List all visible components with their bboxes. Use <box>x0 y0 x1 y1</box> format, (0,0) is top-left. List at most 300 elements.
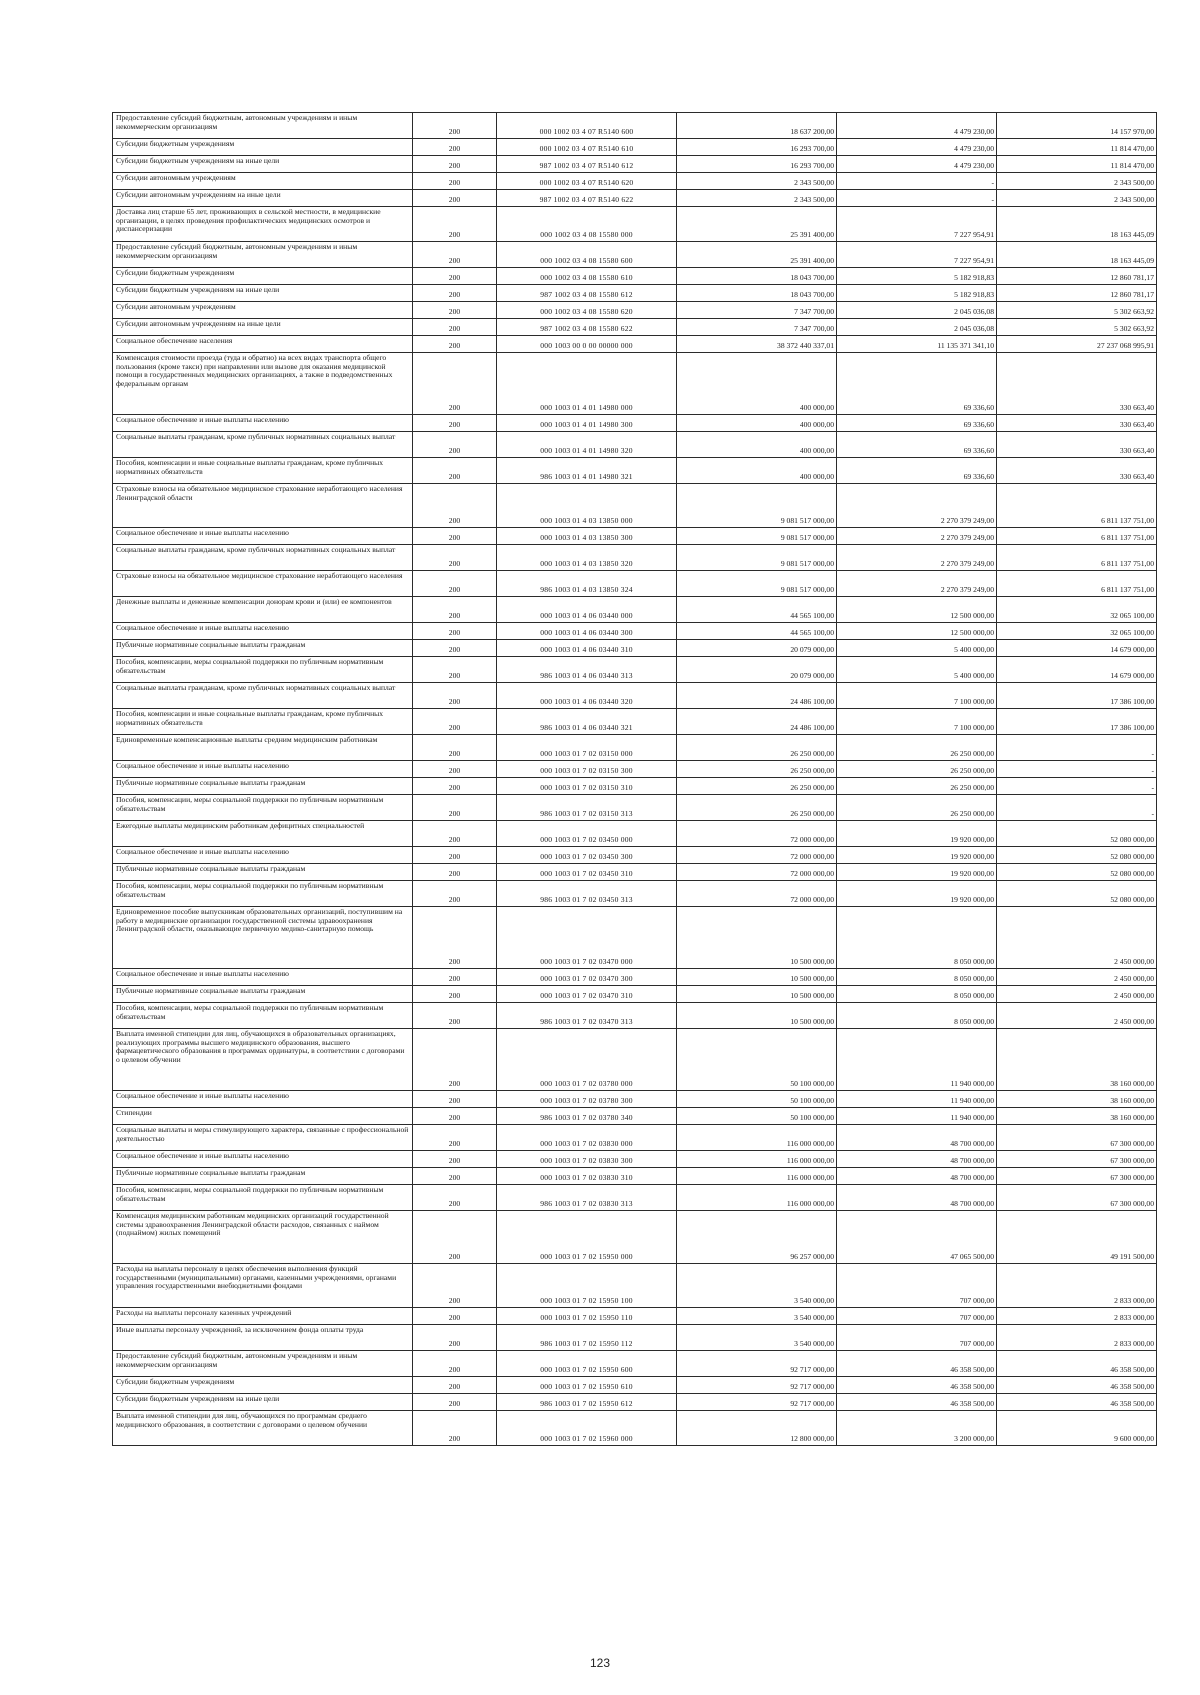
row-line-code: 200 <box>413 1411 497 1446</box>
row-unexecuted-amount: 2 450 000,00 <box>997 1003 1157 1029</box>
table-row <box>113 1394 1157 1411</box>
row-executed-amount: 4 479 230,00 <box>837 113 997 139</box>
row-approved-amount: 3 540 000,00 <box>677 1264 837 1308</box>
row-approved-amount: 10 500 000,00 <box>677 907 837 969</box>
row-unexecuted-amount: 2 450 000,00 <box>997 907 1157 969</box>
row-budget-code: 000 1003 01 7 02 03780 000 <box>497 1029 677 1091</box>
row-name: Субсидии бюджетным учреждениям на иные цели <box>113 285 413 302</box>
row-approved-amount: 10 500 000,00 <box>677 986 837 1003</box>
table-row <box>113 1411 1157 1446</box>
row-line-code: 200 <box>413 415 497 432</box>
row-approved-amount: 116 000 000,00 <box>677 1185 837 1211</box>
row-name: Денежные выплаты и денежные компенсации донорам крови и (или) ее компонентов <box>113 597 413 623</box>
row-line-code: 200 <box>413 1308 497 1325</box>
row-name: Пособия, компенсации и иные социальные выплаты гражданам, кроме публичных нормативных обязательств <box>113 458 413 484</box>
row-name: Социальное обеспечение и иные выплаты населению <box>113 1151 413 1168</box>
table-row <box>113 1125 1157 1151</box>
row-unexecuted-amount: 67 300 000,00 <box>997 1185 1157 1211</box>
row-approved-amount: 3 540 000,00 <box>677 1308 837 1325</box>
row-line-code: 200 <box>413 528 497 545</box>
row-name: Компенсация стоимости проезда (туда и обратно) на всех видах транспорта общего пользования (кроме такси) при направлении или вызове для оказания медицинской помощи в государственных медицинских организациях, а также в подведомственных федеральным органам <box>113 353 413 415</box>
table-row <box>113 795 1157 821</box>
row-unexecuted-amount: 330 663,40 <box>997 415 1157 432</box>
row-approved-amount: 116 000 000,00 <box>677 1168 837 1185</box>
table-row <box>113 1308 1157 1325</box>
row-name: Социальное обеспечение и иные выплаты населению <box>113 1091 413 1108</box>
row-line-code: 200 <box>413 847 497 864</box>
table-row <box>113 735 1157 761</box>
row-unexecuted-amount: 67 300 000,00 <box>997 1151 1157 1168</box>
table-row <box>113 113 1157 139</box>
row-unexecuted-amount: 330 663,40 <box>997 432 1157 458</box>
row-executed-amount: 11 135 371 341,10 <box>837 336 997 353</box>
row-budget-code: 000 1002 03 4 08 15580 600 <box>497 242 677 268</box>
table-row <box>113 173 1157 190</box>
row-name: Субсидии автономным учреждениям <box>113 302 413 319</box>
row-budget-code: 000 1003 01 4 01 14980 300 <box>497 415 677 432</box>
row-line-code: 200 <box>413 683 497 709</box>
row-approved-amount: 9 081 517 000,00 <box>677 528 837 545</box>
row-executed-amount: 2 270 379 249,00 <box>837 528 997 545</box>
row-name: Публичные нормативные социальные выплаты гражданам <box>113 1168 413 1185</box>
table-row <box>113 969 1157 986</box>
row-approved-amount: 16 293 700,00 <box>677 139 837 156</box>
row-name: Выплата именной стипендии для лиц, обучающихся в образовательных организациях, реализующих программы высшего медицинского образования, высшего фармацевтического образования в программах ординатуры, в соответствии с договорами о целевом обучении <box>113 1029 413 1091</box>
table-row <box>113 1377 1157 1394</box>
table-row <box>113 415 1157 432</box>
row-unexecuted-amount: 330 663,40 <box>997 353 1157 415</box>
row-name: Социальное обеспечение населения <box>113 336 413 353</box>
row-executed-amount: 11 940 000,00 <box>837 1108 997 1125</box>
row-line-code: 200 <box>413 864 497 881</box>
row-executed-amount: 2 045 036,08 <box>837 302 997 319</box>
row-line-code: 200 <box>413 1185 497 1211</box>
row-approved-amount: 2 343 500,00 <box>677 190 837 207</box>
row-executed-amount: 5 400 000,00 <box>837 640 997 657</box>
row-budget-code: 000 1003 01 7 02 03450 000 <box>497 821 677 847</box>
row-budget-code: 000 1003 01 7 02 03150 310 <box>497 778 677 795</box>
row-executed-amount: 8 050 000,00 <box>837 986 997 1003</box>
row-budget-code: 000 1002 03 4 07 R5140 610 <box>497 139 677 156</box>
row-budget-code: 000 1003 01 4 06 03440 320 <box>497 683 677 709</box>
table-row <box>113 432 1157 458</box>
row-unexecuted-amount: 52 080 000,00 <box>997 821 1157 847</box>
row-line-code: 200 <box>413 735 497 761</box>
row-approved-amount: 2 343 500,00 <box>677 173 837 190</box>
row-executed-amount: 19 920 000,00 <box>837 821 997 847</box>
table-row <box>113 778 1157 795</box>
row-unexecuted-amount: 46 358 500,00 <box>997 1394 1157 1411</box>
row-executed-amount: 26 250 000,00 <box>837 778 997 795</box>
table-row <box>113 683 1157 709</box>
row-approved-amount: 44 565 100,00 <box>677 623 837 640</box>
row-line-code: 200 <box>413 623 497 640</box>
row-budget-code: 000 1002 03 4 08 15580 000 <box>497 207 677 242</box>
row-approved-amount: 72 000 000,00 <box>677 847 837 864</box>
row-unexecuted-amount: 2 833 000,00 <box>997 1325 1157 1351</box>
table-row <box>113 657 1157 683</box>
row-budget-code: 000 1003 01 7 02 03780 300 <box>497 1091 677 1108</box>
row-approved-amount: 25 391 400,00 <box>677 242 837 268</box>
row-unexecuted-amount: 9 600 000,00 <box>997 1411 1157 1446</box>
row-approved-amount: 18 043 700,00 <box>677 268 837 285</box>
row-approved-amount: 20 079 000,00 <box>677 657 837 683</box>
row-approved-amount: 7 347 700,00 <box>677 319 837 336</box>
row-name: Выплата именной стипендии для лиц, обучающихся по программам среднего медицинского образования, в соответствии с договорами о целевом обучении <box>113 1411 413 1446</box>
table-row <box>113 139 1157 156</box>
row-line-code: 200 <box>413 156 497 173</box>
row-name: Пособия, компенсации, меры социальной поддержки по публичным нормативным обязательствам <box>113 1185 413 1211</box>
row-budget-code: 000 1003 01 4 01 14980 320 <box>497 432 677 458</box>
row-line-code: 200 <box>413 190 497 207</box>
row-name: Субсидии автономным учреждениям <box>113 173 413 190</box>
row-budget-code: 000 1002 03 4 07 R5140 620 <box>497 173 677 190</box>
row-executed-amount: 7 227 954,91 <box>837 207 997 242</box>
row-executed-amount: 8 050 000,00 <box>837 1003 997 1029</box>
row-line-code: 200 <box>413 1264 497 1308</box>
row-executed-amount: 7 227 954,91 <box>837 242 997 268</box>
row-name: Предоставление субсидий бюджетным, автономным учреждениям и иным некоммерческим организациям <box>113 113 413 139</box>
row-line-code: 200 <box>413 778 497 795</box>
row-executed-amount: 2 270 379 249,00 <box>837 571 997 597</box>
row-executed-amount: 69 336,60 <box>837 458 997 484</box>
row-budget-code: 986 1003 01 4 03 13850 324 <box>497 571 677 597</box>
row-budget-code: 000 1003 01 7 02 03470 310 <box>497 986 677 1003</box>
row-budget-code: 986 1003 01 7 02 03780 340 <box>497 1108 677 1125</box>
row-line-code: 200 <box>413 268 497 285</box>
row-line-code: 200 <box>413 302 497 319</box>
row-unexecuted-amount: 6 811 137 751,00 <box>997 528 1157 545</box>
row-name: Расходы на выплаты персоналу казенных учреждений <box>113 1308 413 1325</box>
row-budget-code: 986 1003 01 4 06 03440 321 <box>497 709 677 735</box>
row-approved-amount: 72 000 000,00 <box>677 881 837 907</box>
row-unexecuted-amount: 2 833 000,00 <box>997 1264 1157 1308</box>
row-name: Социальные выплаты гражданам, кроме публичных нормативных социальных выплат <box>113 432 413 458</box>
row-executed-amount: 26 250 000,00 <box>837 795 997 821</box>
row-unexecuted-amount: 14 679 000,00 <box>997 640 1157 657</box>
row-approved-amount: 116 000 000,00 <box>677 1151 837 1168</box>
row-budget-code: 986 1003 01 7 02 03150 313 <box>497 795 677 821</box>
row-budget-code: 987 1002 03 4 07 R5140 622 <box>497 190 677 207</box>
row-budget-code: 000 1003 01 4 03 13850 320 <box>497 545 677 571</box>
table-row <box>113 285 1157 302</box>
table-row <box>113 190 1157 207</box>
row-executed-amount: 46 358 500,00 <box>837 1377 997 1394</box>
row-line-code: 200 <box>413 1003 497 1029</box>
row-name: Пособия, компенсации, меры социальной поддержки по публичным нормативным обязательствам <box>113 1003 413 1029</box>
row-budget-code: 986 1003 01 7 02 03830 313 <box>497 1185 677 1211</box>
row-line-code: 200 <box>413 640 497 657</box>
row-unexecuted-amount: 11 814 470,00 <box>997 139 1157 156</box>
row-executed-amount: 19 920 000,00 <box>837 881 997 907</box>
row-budget-code: 000 1003 01 7 02 03450 310 <box>497 864 677 881</box>
row-unexecuted-amount: 52 080 000,00 <box>997 847 1157 864</box>
table-row <box>113 1211 1157 1264</box>
row-unexecuted-amount: 330 663,40 <box>997 458 1157 484</box>
row-budget-code: 000 1003 01 7 02 15950 000 <box>497 1211 677 1264</box>
row-budget-code: 986 1003 01 4 01 14980 321 <box>497 458 677 484</box>
row-executed-amount: 3 200 000,00 <box>837 1411 997 1446</box>
row-executed-amount: 11 940 000,00 <box>837 1029 997 1091</box>
row-executed-amount: 48 700 000,00 <box>837 1125 997 1151</box>
row-name: Страховые взносы на обязательное медицинское страхование неработающего населения Ленинградской области <box>113 484 413 528</box>
row-unexecuted-amount: 27 237 068 995,91 <box>997 336 1157 353</box>
table-row <box>113 986 1157 1003</box>
row-budget-code: 000 1003 01 7 02 03150 000 <box>497 735 677 761</box>
row-line-code: 200 <box>413 709 497 735</box>
row-approved-amount: 400 000,00 <box>677 353 837 415</box>
row-name: Социальные выплаты и меры стимулирующего характера, связанные с профессиональной деятельностью <box>113 1125 413 1151</box>
row-executed-amount: 8 050 000,00 <box>837 969 997 986</box>
row-line-code: 200 <box>413 1211 497 1264</box>
row-unexecuted-amount: 67 300 000,00 <box>997 1125 1157 1151</box>
row-budget-code: 000 1002 03 4 08 15580 620 <box>497 302 677 319</box>
row-name: Публичные нормативные социальные выплаты гражданам <box>113 778 413 795</box>
table-row <box>113 1185 1157 1211</box>
row-line-code: 200 <box>413 336 497 353</box>
table-row <box>113 1003 1157 1029</box>
row-budget-code: 000 1003 01 4 03 13850 300 <box>497 528 677 545</box>
row-executed-amount: 46 358 500,00 <box>837 1394 997 1411</box>
row-approved-amount: 44 565 100,00 <box>677 597 837 623</box>
row-approved-amount: 26 250 000,00 <box>677 735 837 761</box>
row-executed-amount: 26 250 000,00 <box>837 735 997 761</box>
row-line-code: 200 <box>413 907 497 969</box>
table-row <box>113 571 1157 597</box>
row-name: Компенсация медицинским работникам медицинских организаций государственной системы здравоохранения Ленинградской области расходов, связанных с наймом (поднаймом) жилых помещений <box>113 1211 413 1264</box>
table-row <box>113 881 1157 907</box>
row-approved-amount: 50 100 000,00 <box>677 1108 837 1125</box>
row-executed-amount: 7 100 000,00 <box>837 683 997 709</box>
table-row <box>113 1264 1157 1308</box>
table-row <box>113 207 1157 242</box>
row-approved-amount: 50 100 000,00 <box>677 1091 837 1108</box>
row-budget-code: 000 1003 01 7 02 03830 310 <box>497 1168 677 1185</box>
table-row <box>113 458 1157 484</box>
row-line-code: 200 <box>413 1151 497 1168</box>
row-name: Единовременные компенсационные выплаты средним медицинским работникам <box>113 735 413 761</box>
table-row <box>113 640 1157 657</box>
row-unexecuted-amount: 32 065 100,00 <box>997 597 1157 623</box>
row-approved-amount: 96 257 000,00 <box>677 1211 837 1264</box>
row-executed-amount: 2 270 379 249,00 <box>837 545 997 571</box>
row-unexecuted-amount: 2 833 000,00 <box>997 1308 1157 1325</box>
row-unexecuted-amount: 38 160 000,00 <box>997 1108 1157 1125</box>
row-name: Социальное обеспечение и иные выплаты населению <box>113 969 413 986</box>
row-line-code: 200 <box>413 1377 497 1394</box>
table-row <box>113 156 1157 173</box>
row-line-code: 200 <box>413 881 497 907</box>
row-executed-amount: 8 050 000,00 <box>837 907 997 969</box>
row-unexecuted-amount: 46 358 500,00 <box>997 1377 1157 1394</box>
row-executed-amount: 69 336,60 <box>837 353 997 415</box>
row-line-code: 200 <box>413 285 497 302</box>
table-row <box>113 1151 1157 1168</box>
row-budget-code: 000 1002 03 4 07 R5140 600 <box>497 113 677 139</box>
row-executed-amount: 48 700 000,00 <box>837 1185 997 1211</box>
row-name: Субсидии автономным учреждениям на иные цели <box>113 190 413 207</box>
row-unexecuted-amount: 14 679 000,00 <box>997 657 1157 683</box>
row-approved-amount: 116 000 000,00 <box>677 1125 837 1151</box>
table-row <box>113 545 1157 571</box>
row-approved-amount: 10 500 000,00 <box>677 1003 837 1029</box>
row-name: Стипендии <box>113 1108 413 1125</box>
row-executed-amount: 69 336,60 <box>837 415 997 432</box>
row-line-code: 200 <box>413 242 497 268</box>
row-unexecuted-amount: - <box>997 761 1157 778</box>
row-name: Субсидии автономным учреждениям на иные цели <box>113 319 413 336</box>
row-line-code: 200 <box>413 1125 497 1151</box>
row-name: Социальные выплаты гражданам, кроме публичных нормативных социальных выплат <box>113 683 413 709</box>
row-unexecuted-amount: 6 811 137 751,00 <box>997 545 1157 571</box>
row-line-code: 200 <box>413 1325 497 1351</box>
row-budget-code: 000 1003 01 7 02 03150 300 <box>497 761 677 778</box>
row-budget-code: 000 1003 01 7 02 03830 000 <box>497 1125 677 1151</box>
row-approved-amount: 26 250 000,00 <box>677 795 837 821</box>
row-executed-amount: 5 400 000,00 <box>837 657 997 683</box>
row-executed-amount: 4 479 230,00 <box>837 156 997 173</box>
row-line-code: 200 <box>413 432 497 458</box>
table-row <box>113 336 1157 353</box>
row-budget-code: 000 1003 01 4 06 03440 300 <box>497 623 677 640</box>
row-executed-amount: 12 500 000,00 <box>837 597 997 623</box>
row-approved-amount: 26 250 000,00 <box>677 778 837 795</box>
row-line-code: 200 <box>413 1394 497 1411</box>
row-budget-code: 986 1003 01 7 02 03450 313 <box>497 881 677 907</box>
row-line-code: 200 <box>413 458 497 484</box>
table-row <box>113 709 1157 735</box>
row-line-code: 200 <box>413 207 497 242</box>
row-budget-code: 000 1003 01 7 02 03470 000 <box>497 907 677 969</box>
table-row <box>113 1091 1157 1108</box>
row-budget-code: 986 1003 01 7 02 03470 313 <box>497 1003 677 1029</box>
row-approved-amount: 50 100 000,00 <box>677 1029 837 1091</box>
row-budget-code: 000 1003 01 7 02 03450 300 <box>497 847 677 864</box>
row-executed-amount: - <box>837 173 997 190</box>
row-name: Социальное обеспечение и иные выплаты населению <box>113 623 413 640</box>
row-line-code: 200 <box>413 484 497 528</box>
table-row <box>113 268 1157 285</box>
row-line-code: 200 <box>413 353 497 415</box>
row-unexecuted-amount: 12 860 781,17 <box>997 285 1157 302</box>
row-executed-amount: 707 000,00 <box>837 1308 997 1325</box>
row-approved-amount: 24 486 100,00 <box>677 709 837 735</box>
row-budget-code: 000 1003 01 4 06 03440 000 <box>497 597 677 623</box>
row-approved-amount: 92 717 000,00 <box>677 1377 837 1394</box>
row-executed-amount: 5 182 918,83 <box>837 285 997 302</box>
row-unexecuted-amount: 11 814 470,00 <box>997 156 1157 173</box>
table-row <box>113 302 1157 319</box>
row-unexecuted-amount: 18 163 445,09 <box>997 242 1157 268</box>
row-line-code: 200 <box>413 761 497 778</box>
row-line-code: 200 <box>413 795 497 821</box>
row-budget-code: 000 1003 00 0 00 00000 000 <box>497 336 677 353</box>
table-row <box>113 761 1157 778</box>
row-unexecuted-amount: 17 386 100,00 <box>997 709 1157 735</box>
row-line-code: 200 <box>413 986 497 1003</box>
row-approved-amount: 26 250 000,00 <box>677 761 837 778</box>
row-approved-amount: 38 372 440 337,01 <box>677 336 837 353</box>
row-budget-code: 000 1003 01 7 02 15950 610 <box>497 1377 677 1394</box>
row-executed-amount: 19 920 000,00 <box>837 864 997 881</box>
row-budget-code: 000 1002 03 4 08 15580 610 <box>497 268 677 285</box>
row-line-code: 200 <box>413 113 497 139</box>
row-line-code: 200 <box>413 1029 497 1091</box>
row-name: Иные выплаты персоналу учреждений, за исключением фонда оплаты труда <box>113 1325 413 1351</box>
row-executed-amount: 46 358 500,00 <box>837 1351 997 1377</box>
row-unexecuted-amount: - <box>997 778 1157 795</box>
row-name: Социальное обеспечение и иные выплаты населению <box>113 847 413 864</box>
row-executed-amount: 4 479 230,00 <box>837 139 997 156</box>
row-approved-amount: 18 043 700,00 <box>677 285 837 302</box>
row-approved-amount: 10 500 000,00 <box>677 969 837 986</box>
row-line-code: 200 <box>413 545 497 571</box>
row-approved-amount: 72 000 000,00 <box>677 864 837 881</box>
table-row <box>113 484 1157 528</box>
page-number: 123 <box>589 1656 611 1670</box>
row-name: Расходы на выплаты персоналу в целях обеспечения выполнения функций государственными (муниципальными) органами, казенными учреждениями, органами управления государственными внебюджетными фондами <box>113 1264 413 1308</box>
row-executed-amount: 5 182 918,83 <box>837 268 997 285</box>
budget-table-page <box>112 112 1156 1446</box>
row-line-code: 200 <box>413 821 497 847</box>
row-executed-amount: 26 250 000,00 <box>837 761 997 778</box>
row-budget-code: 000 1003 01 7 02 03830 300 <box>497 1151 677 1168</box>
row-line-code: 200 <box>413 657 497 683</box>
row-unexecuted-amount: 52 080 000,00 <box>997 881 1157 907</box>
row-approved-amount: 25 391 400,00 <box>677 207 837 242</box>
row-approved-amount: 92 717 000,00 <box>677 1351 837 1377</box>
row-approved-amount: 92 717 000,00 <box>677 1394 837 1411</box>
row-executed-amount: 12 500 000,00 <box>837 623 997 640</box>
row-name: Социальное обеспечение и иные выплаты населению <box>113 528 413 545</box>
row-name: Публичные нормативные социальные выплаты гражданам <box>113 640 413 657</box>
row-line-code: 200 <box>413 1091 497 1108</box>
row-executed-amount: 47 065 500,00 <box>837 1211 997 1264</box>
row-line-code: 200 <box>413 571 497 597</box>
row-approved-amount: 7 347 700,00 <box>677 302 837 319</box>
row-unexecuted-amount: 46 358 500,00 <box>997 1351 1157 1377</box>
row-name: Единовременное пособие выпускникам образовательных организаций, поступившим на работу в медицинские организации государственной системы здравоохранения Ленинградской области, оказывающие первичную медико-санитарную помощь <box>113 907 413 969</box>
table-row <box>113 847 1157 864</box>
row-unexecuted-amount: 52 080 000,00 <box>997 864 1157 881</box>
row-unexecuted-amount: 6 811 137 751,00 <box>997 484 1157 528</box>
row-executed-amount: - <box>837 190 997 207</box>
table-row <box>113 1168 1157 1185</box>
row-approved-amount: 3 540 000,00 <box>677 1325 837 1351</box>
row-name: Предоставление субсидий бюджетным, автономным учреждениям и иным некоммерческим организациям <box>113 242 413 268</box>
row-line-code: 200 <box>413 319 497 336</box>
row-approved-amount: 400 000,00 <box>677 432 837 458</box>
row-budget-code: 000 1003 01 7 02 03470 300 <box>497 969 677 986</box>
table-row <box>113 1108 1157 1125</box>
row-line-code: 200 <box>413 597 497 623</box>
row-budget-code: 000 1003 01 7 02 15950 100 <box>497 1264 677 1308</box>
row-unexecuted-amount: 2 343 500,00 <box>997 173 1157 190</box>
row-budget-code: 987 1002 03 4 08 15580 622 <box>497 319 677 336</box>
row-budget-code: 000 1003 01 7 02 15950 600 <box>497 1351 677 1377</box>
budget-execution-table <box>112 112 1157 1446</box>
row-unexecuted-amount: 2 450 000,00 <box>997 986 1157 1003</box>
row-unexecuted-amount: 18 163 445,09 <box>997 207 1157 242</box>
table-row <box>113 597 1157 623</box>
row-budget-code: 000 1003 01 7 02 15950 110 <box>497 1308 677 1325</box>
row-executed-amount: 707 000,00 <box>837 1264 997 1308</box>
row-budget-code: 986 1003 01 7 02 15950 612 <box>497 1394 677 1411</box>
row-unexecuted-amount: - <box>997 795 1157 821</box>
table-row <box>113 821 1157 847</box>
table-row <box>113 319 1157 336</box>
row-unexecuted-amount: - <box>997 735 1157 761</box>
